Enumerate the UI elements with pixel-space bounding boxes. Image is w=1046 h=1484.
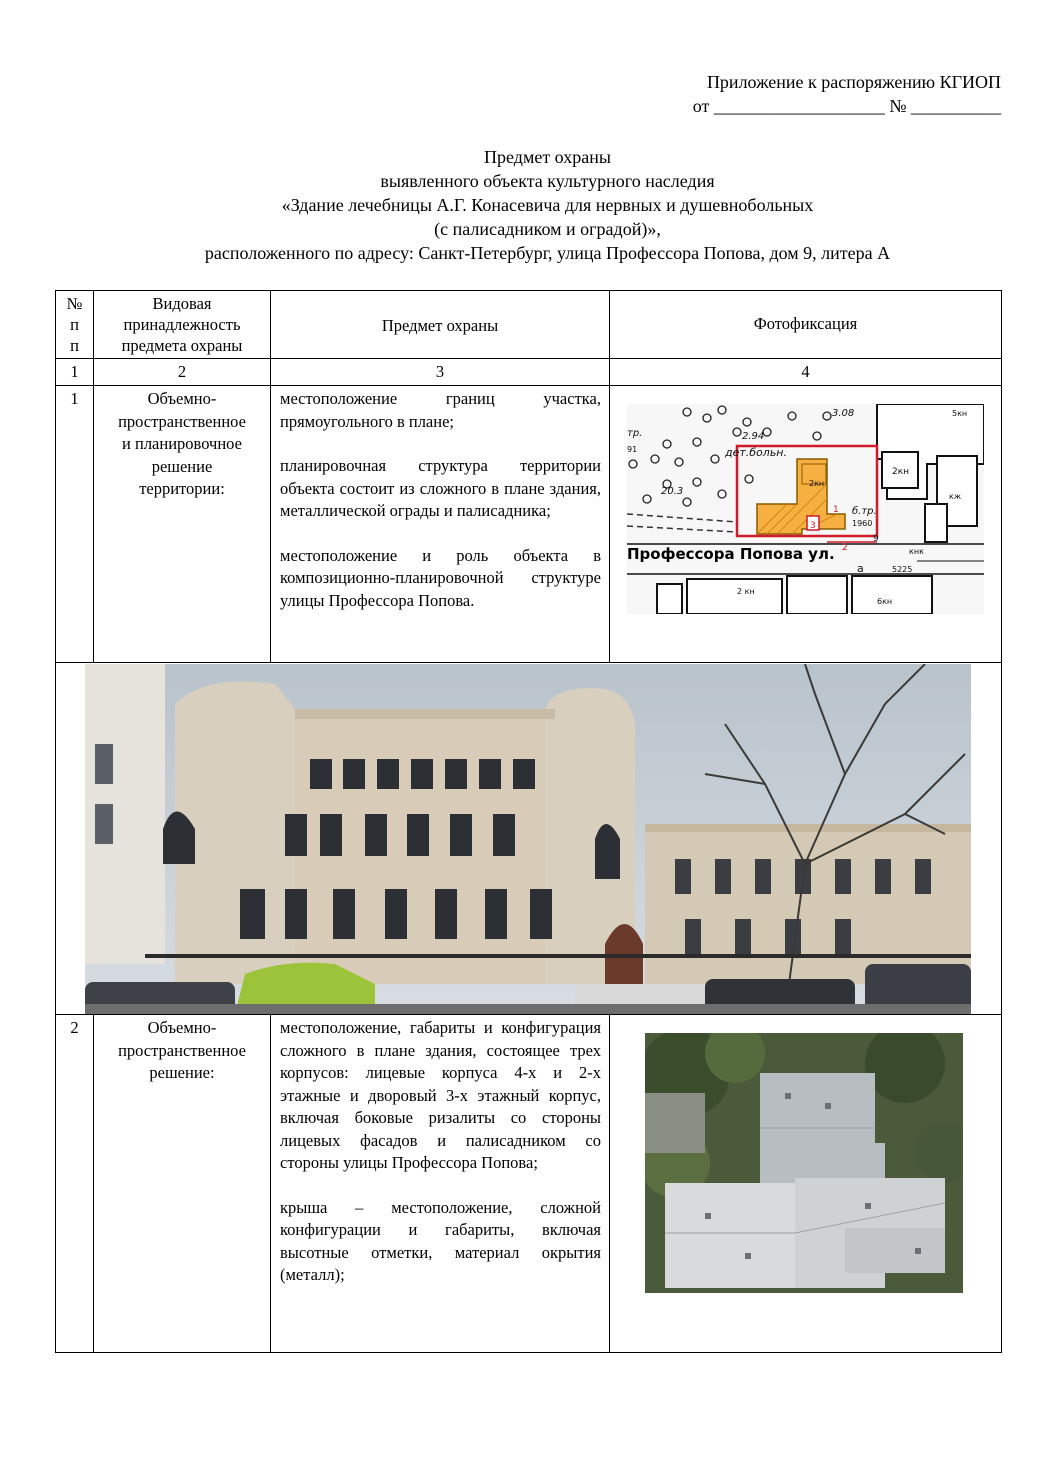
table-header-row	[56, 291, 1002, 359]
map-label: тр.	[627, 428, 643, 439]
map-label: 5кн	[952, 409, 968, 418]
subject-paragraph: местоположение, габариты и конфигурация сложного в плане здания, состоящее трех корпусов: лицевые корпуса 4-х и 2-х этажные и дворовый 3-х этажный корпус, включая боковые ризалиты со стороны лицевых фасадов и палисадником со стороны улицы Профессора Попова;	[280, 1018, 601, 1172]
title-line-3: «Здание лечебницы А.Г. Конасевича для нервных и душевнобольных	[281, 195, 814, 215]
column-number: 1	[56, 359, 94, 386]
row-number: 1	[56, 386, 94, 663]
title-line-2: выявленного объекта культурного наследия	[380, 171, 715, 191]
title-line-4: (с палисадником и оградой)»,	[434, 219, 661, 239]
column-number: 4	[610, 359, 1002, 386]
map-label: а	[857, 562, 864, 575]
map-label: 3.08	[832, 408, 855, 419]
subject-paragraph: местоположение границ участка, прямоугольного в плане;	[280, 389, 601, 431]
table-row	[56, 1015, 1002, 1353]
header-type-line: принадлежность	[123, 315, 241, 334]
row-type-line: решение	[151, 456, 213, 476]
header-number-line: №	[66, 294, 83, 313]
header-photo: Фотофиксация	[610, 291, 1002, 359]
protection-subject-table	[55, 290, 1002, 1353]
document-title	[40, 145, 1046, 265]
map-label: 3	[810, 521, 816, 531]
row-type-line: и планировочное	[122, 434, 242, 453]
map-label: б.тр.	[852, 506, 877, 517]
row-type-line: решение:	[149, 1063, 215, 1082]
map-label: 91	[627, 445, 638, 454]
map-street-label: Профессора Попова ул.	[627, 545, 835, 563]
map-label: кнк	[909, 547, 924, 556]
header-type-line: предмета охраны	[121, 336, 243, 355]
map-label: 20.3	[661, 486, 684, 497]
column-number: 3	[271, 359, 610, 386]
header-number-line: п	[70, 315, 79, 334]
subject-paragraph: планировочная структура территории объекта состоит из сложного в плане здания, металлической ограды и палисадника;	[280, 456, 601, 520]
row-type	[94, 386, 271, 663]
row-subject	[271, 1015, 610, 1353]
map-label: 2.94	[742, 431, 765, 442]
map-label: кж	[949, 492, 962, 501]
site-map-image	[627, 404, 984, 614]
row-type-line: пространственное	[118, 1040, 246, 1060]
map-label: 2 кн	[737, 587, 755, 596]
subject-paragraph: крыша – местоположение, сложной конфигурации и габариты, включая высотные отметки, материал окрытия (металл);	[280, 1197, 601, 1284]
map-label: 2кн	[892, 467, 910, 477]
title-line-5: расположенного по адресу: Санкт-Петербург, улица Профессора Попова, дом 9, литера А	[204, 243, 891, 263]
map-label: 9	[873, 534, 879, 544]
appendix-line-1: Приложение к распоряжению КГИОП	[706, 72, 1001, 92]
table-row	[56, 386, 1002, 663]
header-number-line: п	[70, 336, 79, 355]
row-number: 2	[56, 1015, 94, 1353]
row-photo	[610, 1015, 1002, 1353]
row-photo	[610, 386, 1002, 663]
row-type-line: Объемно-	[147, 1018, 217, 1037]
map-label: 1960	[852, 519, 873, 528]
row-type-line: территории:	[139, 479, 225, 498]
map-label: 2	[842, 543, 848, 553]
map-label: 6кн	[877, 597, 893, 606]
row-type	[94, 1015, 271, 1353]
appendix-header	[560, 70, 1001, 118]
header-type-line: Видовая	[152, 294, 212, 313]
street-facade-photo	[85, 664, 971, 1014]
map-label: дет.больн.	[725, 446, 787, 459]
column-number-row	[56, 359, 1002, 386]
appendix-line-2: от ___________________ № __________	[692, 96, 1001, 116]
row-subject	[271, 386, 610, 663]
row-type-line: пространственное	[118, 411, 246, 431]
header-number	[56, 291, 94, 359]
title-line-1: Предмет охраны	[484, 147, 611, 167]
row-type-line: Объемно-	[147, 389, 217, 408]
map-label: 1	[833, 505, 839, 515]
map-label: 5225	[892, 565, 913, 574]
header-type	[94, 291, 271, 359]
column-number: 2	[94, 359, 271, 386]
aerial-roof-photo	[645, 1033, 963, 1293]
street-photo-cell	[56, 663, 1002, 1015]
subject-paragraph: местоположение и роль объекта в композиционно-планировочной структуре улицы Профессора Попова.	[280, 545, 601, 610]
street-photo-row	[56, 663, 1002, 1015]
header-subject: Предмет охраны	[271, 291, 610, 359]
map-label: 2кн	[809, 479, 825, 488]
